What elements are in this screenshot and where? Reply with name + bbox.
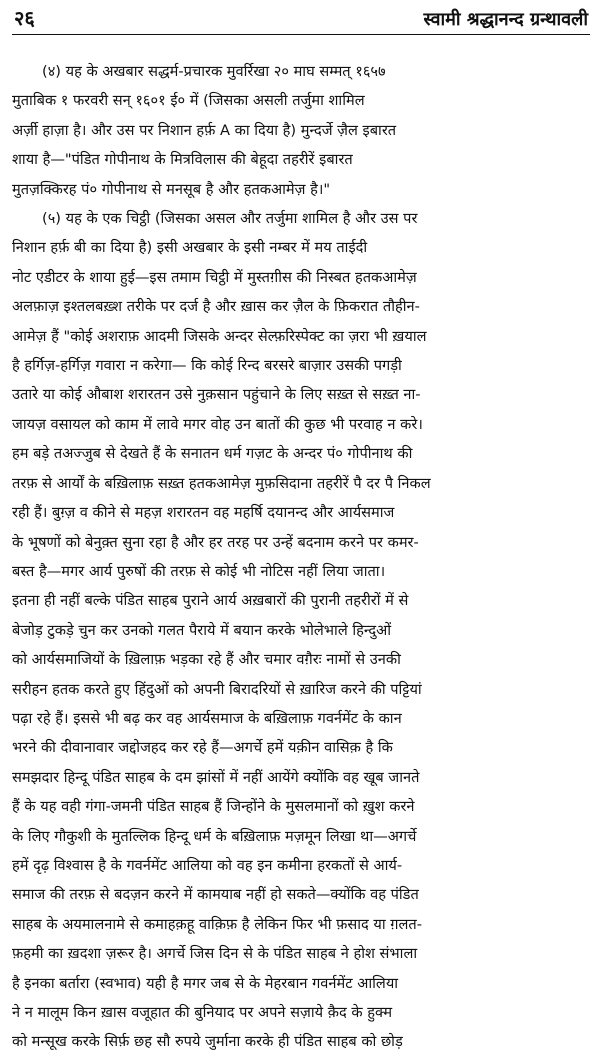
text-line: इतना ही नहीं बल्के पंडित साहब पुराने आर्य अख़बारों की पुरानी तहरीरों में से	[12, 592, 409, 610]
text-line: मुतज़क्किरह पं० गोपीनाथ से मनसूब है और हतकआमेज़ है।"	[12, 180, 331, 198]
text-line: है इनका बर्तारा (स्वभाव) यही है मगर जब से के मेहरबान गवर्नमेंट आलिया	[12, 974, 399, 992]
running-title: स्वामी श्रद्धानन्द ग्रन्थावली	[423, 9, 588, 30]
text-line: रही हैं। बुग़्ज़ व कीने से महज़ शरारतन वह महर्षि दयानन्द और आर्यसमाज	[12, 504, 395, 522]
text-line: सरीहन हतक करते हुए हिंदुओं को अपनी बिरादरियों से ख़ारिज करने की पट्टियां	[12, 680, 422, 698]
text-line: भरने की दीवानावार जद्दोजहद कर रहे हैं—अगर्चे हमें यक़ीन वासिक़ है कि	[12, 739, 393, 757]
text-line: को आर्यसमाजियों के ख़िलाफ़ भड़का रहे हैं और चमार वग़ैरः नामों से उनकी	[12, 651, 401, 669]
page-number: २६	[14, 6, 35, 30]
text-line: बेजोड़ टुकड़े चुन कर उनको गलत पैराये में बयान करके भोलेभाले हिन्दुओं	[12, 621, 392, 639]
text-line: हैं के यह वही गंगा-जमनी पंडित साहब हैं जिन्होंने के मुसलमानों को ख़ुश करने	[12, 798, 415, 816]
text-line: जायज़ वसायल को काम में लावे मगर वोह उन बातों की कुछ भी परवाह न करे।	[12, 415, 423, 433]
text-line: तरफ़ से आर्यों के बख़िलाफ़ सख़्त हतकआमेज़ मुफ़सिदाना तहरीरें पै दर पै निकल	[12, 474, 431, 492]
paragraph-4	[12, 57, 590, 204]
text-line: अर्ज़ी हाज़ा है। और उस पर निशान हर्फ़ A का दिया है) मुन्दर्जे ज़ैल इबारत	[12, 121, 397, 139]
text-line: (४) यह के अखबार सद्धर्म-प्रचारक मुवर्रिखा २० माघ सम्मत् १६५७	[42, 63, 386, 80]
paragraph-5	[12, 204, 590, 1057]
text-line: हमें दृढ़ विश्वास है के गवर्नमेंट आलिया को वह इन कमीना हरकतों से आर्य-	[12, 856, 403, 874]
text-line: समझदार हिन्दू पंडित साहब के दम झांसों में नहीं आयेंगे क्योंकि वह खूब जानते	[12, 768, 420, 786]
page-body	[12, 57, 590, 1057]
text-line: साहब के अयमालनामे से कमाहक़हू वाक़िफ़ है लेकिन फिर भी फ़साद या ग़लत-	[12, 915, 423, 933]
text-line: नोट एडीटर के शाया हुई—इस तमाम चिट्ठी में मुस्तग़ीस की निस्बत हतकआमेज़	[12, 268, 417, 286]
page-header	[12, 4, 590, 35]
text-line: अलफ़ाज़ इश्तलबख़्श तरीके पर दर्ज है और ख़ास कर ज़ैल के फ़िकरात तौहीन-	[12, 298, 420, 316]
text-line: है हर्गिज़-हर्गिज़ गवारा न करेगा— कि कोई रिन्द बरसरे बाज़ार उसकी पगड़ी	[12, 357, 402, 375]
text-line: ने न मालूम किन ख़ास वजूहात की बुनियाद पर अपने सज़ाये क़ैद के हुक्म	[12, 1004, 393, 1021]
text-line: के लिए गौकुशी के मुतल्लिक हिन्दू धर्म के बख़िलाफ़ मज़मून लिखा था—अगर्चे	[12, 827, 417, 845]
text-line: समाज की तरफ़ से बदज़न करने में कामयाब नहीं हो सकते—क्योंकि वह पंडित	[12, 886, 419, 904]
text-line: के भूषणों को बेनुक़्त सुना रहा है और हर तरह पर उन्हें बदनाम करने पर कमर-	[12, 533, 419, 551]
text-line: शाया है—"पंडित गोपीनाथ के मित्रविलास की बेहूदा तहरीरें इबारत	[12, 151, 353, 169]
text-line: आमेज़ हैं "कोई अशराफ़ आदमी जिसके अन्दर सेल्फ़रिस्पेक्ट का ज़रा भी ख़याल	[12, 327, 427, 345]
text-line: उतारे या कोई औबाश शरारतन उसे नुक़सान पहुंचाने के लिए सख़्त से सख़्त ना-	[12, 386, 421, 404]
text-line: को मन्सूख करके सिर्फ़ छह सौ रुपये जुर्माना करके ही पंडित साहब को छोड़	[12, 1033, 403, 1051]
text-line: बस्त है—मगर आर्य पुरुषों की तरफ़ से कोई भी नोटिस नहीं लिया जाता।	[12, 562, 386, 580]
text-line: मुताबिक १ फरवरी सन् १६०१ ई० में (जिसका असली तर्जुमा शामिल	[12, 92, 365, 110]
text-line: हम बड़े तअज्जुब से देखते हैं के सनातन धर्म गज़ट के अन्दर पं० गोपीनाथ की	[12, 445, 413, 463]
text-line: (५) यह के एक चिट्ठी (जिसका असल और तर्जुमा शामिल है और उस पर	[42, 210, 418, 228]
text-line: फ़हमी का ख़दशा ज़रूर है। अगर्चे जिस दिन से के पंडित साहब ने होश संभाला	[12, 945, 418, 963]
text-line: निशान हर्फ़ बी का दिया है) इसी अखबार के इसी नम्बर में मय ताईदी	[12, 239, 368, 257]
text-line: पढ़ा रहे हैं। इससे भी बढ़ कर वह आर्यसमाज के बख़िलाफ़ गवर्नमेंट के कान	[12, 709, 402, 727]
